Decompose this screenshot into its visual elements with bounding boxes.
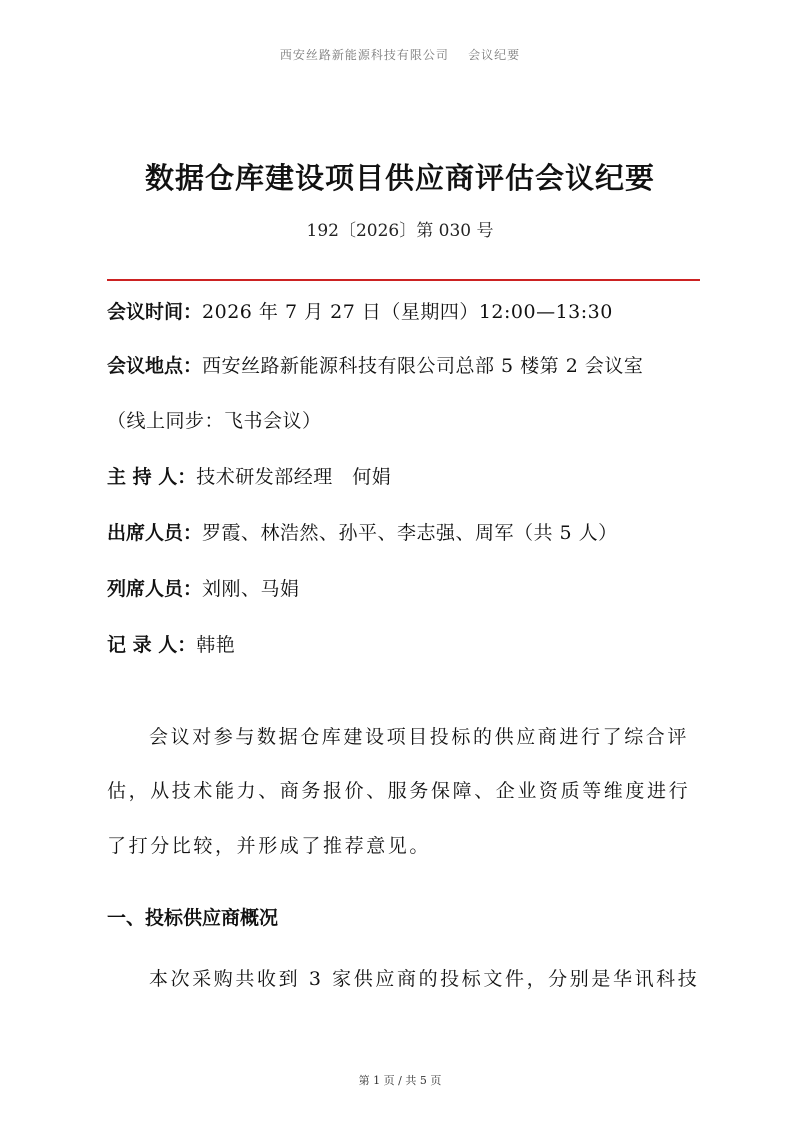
attendees-row	[107, 519, 707, 547]
host-value: 技术研发部经理 何娟	[196, 466, 392, 488]
meeting-place-value: 西安丝路新能源科技有限公司总部 5 楼第 2 会议室	[202, 355, 644, 377]
host-row	[107, 463, 707, 491]
meeting-time-label: 会议时间：	[107, 301, 203, 323]
recorder-value: 韩艳	[196, 634, 236, 656]
red-divider	[107, 279, 700, 281]
header-company: 西安丝路新能源科技有限公司	[279, 48, 449, 62]
document-number: 192〔2026〕第 030 号	[306, 221, 494, 241]
observers-row	[107, 575, 707, 603]
recorder-label: 记 录 人：	[107, 634, 197, 656]
observers-label: 列席人员：	[107, 578, 203, 600]
page-header	[0, 46, 800, 63]
observers-value: 刘刚、马娟	[202, 578, 300, 600]
recorder-row	[107, 631, 707, 659]
meeting-place-label: 会议地点：	[107, 355, 203, 377]
meeting-place-row	[107, 352, 707, 380]
page-footer: 第 1 页 / 共 5 页	[358, 1074, 442, 1087]
section-heading-1: 一、投标供应商概况	[107, 907, 279, 929]
host-label: 主 持 人：	[107, 466, 197, 488]
section1-paragraph-line-1: 本次采购共收到 3 家供应商的投标文件，分别是华讯科技	[149, 968, 700, 990]
meeting-place-continuation	[107, 407, 707, 435]
meeting-time-value: 2026 年 7 月 27 日（星期四）12:00—13:30	[202, 301, 613, 323]
meeting-place-online: （线上同步：飞书会议）	[107, 410, 322, 432]
meeting-time-row	[107, 298, 707, 326]
document-title: 数据仓库建设项目供应商评估会议纪要	[144, 161, 655, 195]
attendees-label: 出席人员：	[107, 522, 203, 544]
header-doc-type: 会议纪要	[468, 48, 521, 62]
intro-paragraph-line-1: 会议对参与数据仓库建设项目投标的供应商进行了综合评	[149, 726, 690, 748]
attendees-value: 罗霞、林浩然、孙平、李志强、周军（共 5 人）	[202, 522, 618, 544]
intro-paragraph-line-3: 了打分比较，并形成了推荐意见。	[107, 835, 432, 857]
intro-paragraph-line-2: 估，从技术能力、商务报价、服务保障、企业资质等维度进行	[107, 780, 691, 802]
